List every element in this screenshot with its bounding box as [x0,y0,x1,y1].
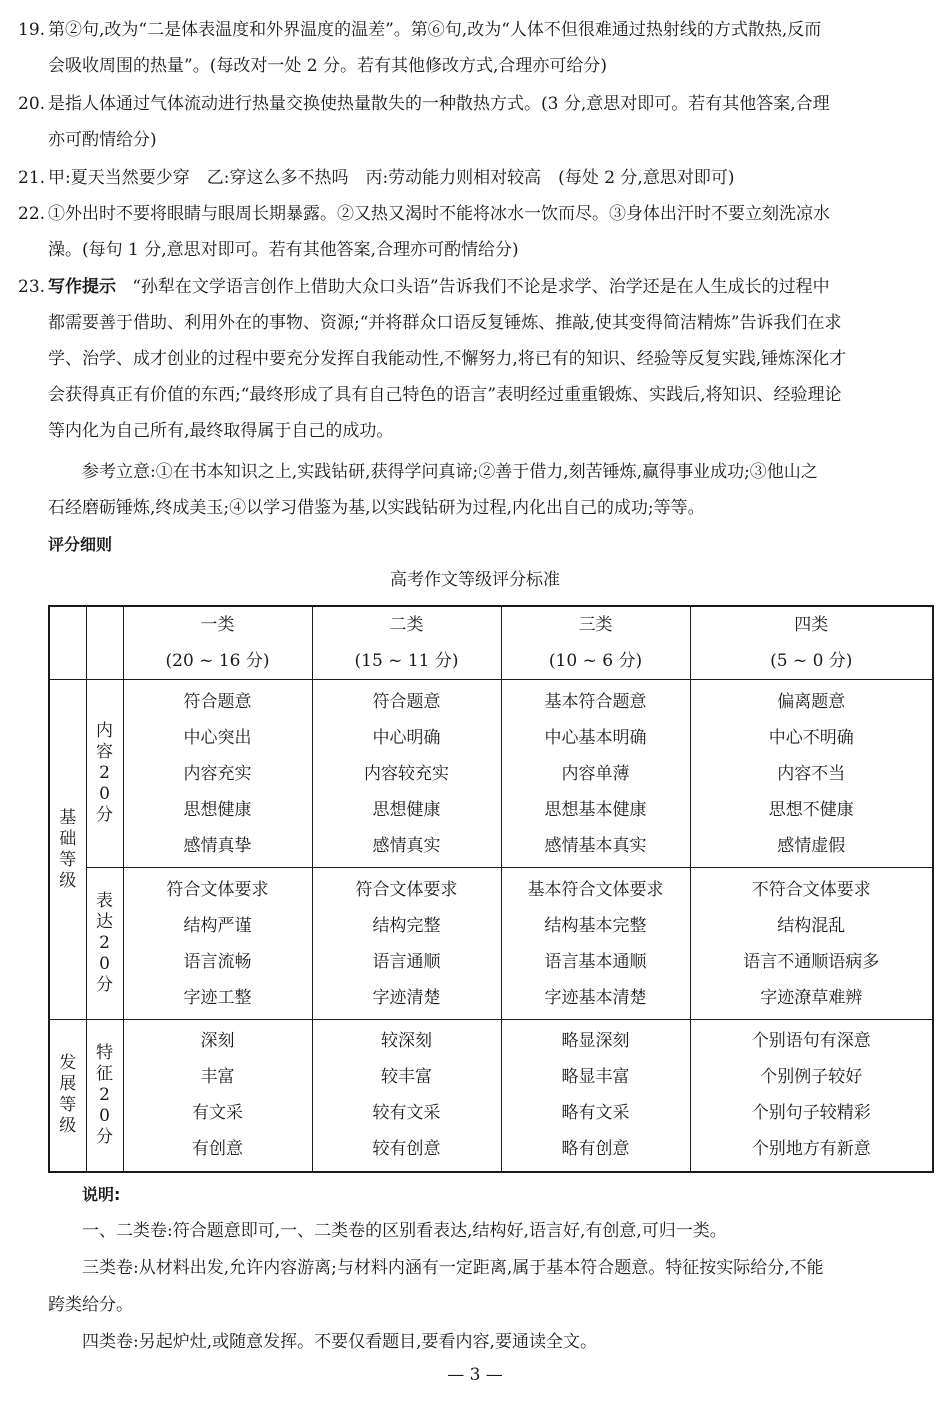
page-number: — 3 — [447,1365,503,1385]
criterion: 字迹工整 [183,987,252,1008]
corner-cell [49,606,86,680]
criterion: 感情真实 [372,835,441,856]
criterion: 结构基本完整 [544,915,647,936]
criterion: 思想健康 [183,799,252,820]
item-number: 22. [18,204,46,224]
criteria-cell [312,1020,501,1172]
grade-range: (20 ~ 16 分) [165,651,270,671]
grade-name: 四类 [794,615,829,635]
criteria-cell [312,868,501,1020]
criterion: 略显丰富 [561,1067,630,1088]
criterion: 较深刻 [381,1031,432,1052]
item-line: “孙犁在文学语言创作上借助大众口头语”告诉我们不论是求学、治学还是在人生成长的过程中 [132,277,830,297]
criterion: 基本符合文体要求 [527,879,664,900]
criterion: 个别句子较精彩 [751,1103,871,1124]
criterion: 丰富 [200,1067,235,1088]
criterion: 中心不明确 [768,727,854,748]
grade-range: (15 ~ 11 分) [354,651,459,671]
header-cell [312,606,501,680]
criterion: 结构严谨 [183,915,252,936]
criteria-cell [501,680,690,868]
grade-name: 二类 [389,615,424,635]
writing-hint-label: 写作提示 [48,277,116,297]
criterion: 有文采 [192,1103,243,1124]
table-row-content [49,680,933,868]
item-line: 都需要善于借助、利用外在的事物、资源;“并将群众口语反复锤炼、推敲,使其变得简洁精炼”告诉我们在求 [48,313,842,333]
reference-ideas [48,454,933,526]
header-cell [501,606,690,680]
criterion: 不符合文体要求 [751,879,871,900]
criterion: 内容充实 [183,763,252,784]
criterion: 略显深刻 [561,1031,630,1052]
note-line: 三类卷:从材料出发,允许内容游离;与材料内涵有一定距离,属于基本符合题意。特征按实际给分,不能 [82,1258,824,1278]
item-number: 19. [18,20,46,40]
criterion: 内容不当 [777,763,846,784]
criterion: 个别例子较好 [760,1067,863,1088]
item-line: 甲:夏天当然要少穿 乙:穿这么多不热吗 丙:劳动能力则相对较高 (每处 2 分,意思对即可) [48,168,735,188]
criterion: 较有文采 [372,1103,441,1124]
criterion: 字迹清楚 [372,987,441,1008]
criterion: 符合文体要求 [355,879,458,900]
note-line: 跨类给分。 [48,1295,133,1315]
criterion: 字迹基本清楚 [544,987,647,1008]
grade-range: (5 ~ 0 分) [770,651,853,671]
answer-item-20 [18,86,933,158]
criteria-cell [501,1020,690,1172]
row-label-content: 内容20分 [86,680,123,868]
criterion: 感情真挚 [183,835,252,856]
item-line: 等内化为自己所有,最终取得属于自己的成功。 [48,421,394,441]
answer-item-22 [18,196,933,268]
grade-range: (10 ~ 6 分) [548,651,643,671]
criteria-cell [123,1020,312,1172]
note-line: 一、二类卷:符合题意即可,一、二类卷的区别看表达,结构好,语言好,有创意,可归一类。 [82,1221,727,1241]
criterion: 基本符合题意 [544,691,647,712]
item-line: 亦可酌情给分) [48,130,157,150]
criterion: 语言通顺 [372,951,441,972]
criterion: 感情基本真实 [544,835,647,856]
criterion: 深刻 [200,1031,235,1052]
criterion: 中心基本明确 [544,727,647,748]
item-line: 是指人体通过气体流动进行热量交换使热量散失的一种散热方式。(3 分,意思对即可。若有其他答案,合理 [48,94,830,114]
criterion: 符合题意 [372,691,441,712]
group-label-basic: 基础等级 [49,680,86,1020]
criterion: 语言不通顺语病多 [743,951,880,972]
criterion: 个别地方有新意 [751,1139,871,1160]
criterion: 略有创意 [561,1139,630,1160]
criterion: 思想健康 [372,799,441,820]
answer-item-21 [18,160,933,196]
notes-heading: 说明: [82,1185,121,1204]
group-label-develop: 发展等级 [49,1020,86,1172]
item-line: 第②句,改为“二是体表温度和外界温度的温差”。第⑥句,改为“人体不但很难通过热射线的方式散热,反而 [48,20,822,40]
criterion: 中心突出 [183,727,252,748]
scoring-table [48,605,934,1173]
item-line: 学、治学、成才创业的过程中要充分发挥自我能动性,不懈努力,将已有的知识、经验等反复实践,锤炼深化才 [48,349,847,369]
item-number: 21. [18,168,46,188]
reference-line: 参考立意:①在书本知识之上,实践钻研,获得学问真谛;②善于借力,刻苦锤炼,赢得事业成功;③他山之 [82,462,818,482]
criteria-cell [123,868,312,1020]
notes-section [48,1176,933,1361]
criteria-cell [501,868,690,1020]
scoring-heading: 评分细则 [48,535,113,554]
row-label-expression: 表达20分 [86,868,123,1020]
criteria-cell [690,1020,933,1172]
header-cell [123,606,312,680]
criterion: 内容较充实 [364,763,449,784]
table-row-expression [49,868,933,1020]
criterion: 思想不健康 [768,799,854,820]
criterion: 个别语句有深意 [751,1031,871,1052]
item-line: 澡。(每句 1 分,意思对即可。若有其他答案,合理亦可酌情给分) [48,240,519,260]
reference-line: 石经磨砺锤炼,终成美玉;④以学习借鉴为基,以实践钻研为过程,内化出自己的成功;等等。 [48,498,705,518]
row-label-features: 特征20分 [86,1020,123,1172]
criterion: 中心明确 [372,727,441,748]
header-cell [690,606,933,680]
answer-item-23 [18,269,933,449]
table-header-row [49,606,933,680]
note-line: 四类卷:另起炉灶,或随意发挥。不要仅看题目,要看内容,要通读全文。 [82,1332,597,1352]
criterion: 结构混乱 [777,915,846,936]
criterion: 偏离题意 [777,691,846,712]
criterion: 符合文体要求 [166,879,269,900]
grade-name: 一类 [200,615,235,635]
criterion: 内容单薄 [561,763,630,784]
item-number: 23. [18,277,46,297]
criterion: 语言流畅 [183,951,252,972]
answer-item-19 [18,12,933,84]
criterion: 字迹潦草难辨 [760,987,863,1008]
criteria-cell [690,680,933,868]
item-number: 20. [18,94,46,114]
grade-name: 三类 [578,615,613,635]
item-line: 会获得真正有价值的东西;“最终形成了具有自己特色的语言”表明经过重重锻炼、实践后,将知识、经验理论 [48,385,842,405]
table-row-features [49,1020,933,1172]
criteria-cell [312,680,501,868]
criteria-cell [690,868,933,1020]
criterion: 思想基本健康 [544,799,647,820]
item-line: ①外出时不要将眼睛与眼周长期暴露。②又热又渴时不能将冰水一饮而尽。③身体出汗时不要立刻洗凉水 [48,204,830,224]
criterion: 语言基本通顺 [544,951,647,972]
criterion: 较有创意 [372,1139,441,1160]
criterion: 感情虚假 [777,835,846,856]
criterion: 结构完整 [372,915,441,936]
item-line: 会吸收周围的热量”。(每改对一处 2 分。若有其他修改方式,合理亦可给分) [48,56,607,76]
criterion: 较丰富 [381,1067,432,1088]
criteria-cell [123,680,312,868]
criterion: 略有文采 [561,1103,630,1124]
table-title: 高考作文等级评分标准 [390,570,560,590]
criterion: 符合题意 [183,691,252,712]
criterion: 有创意 [192,1139,243,1160]
corner-cell [86,606,123,680]
